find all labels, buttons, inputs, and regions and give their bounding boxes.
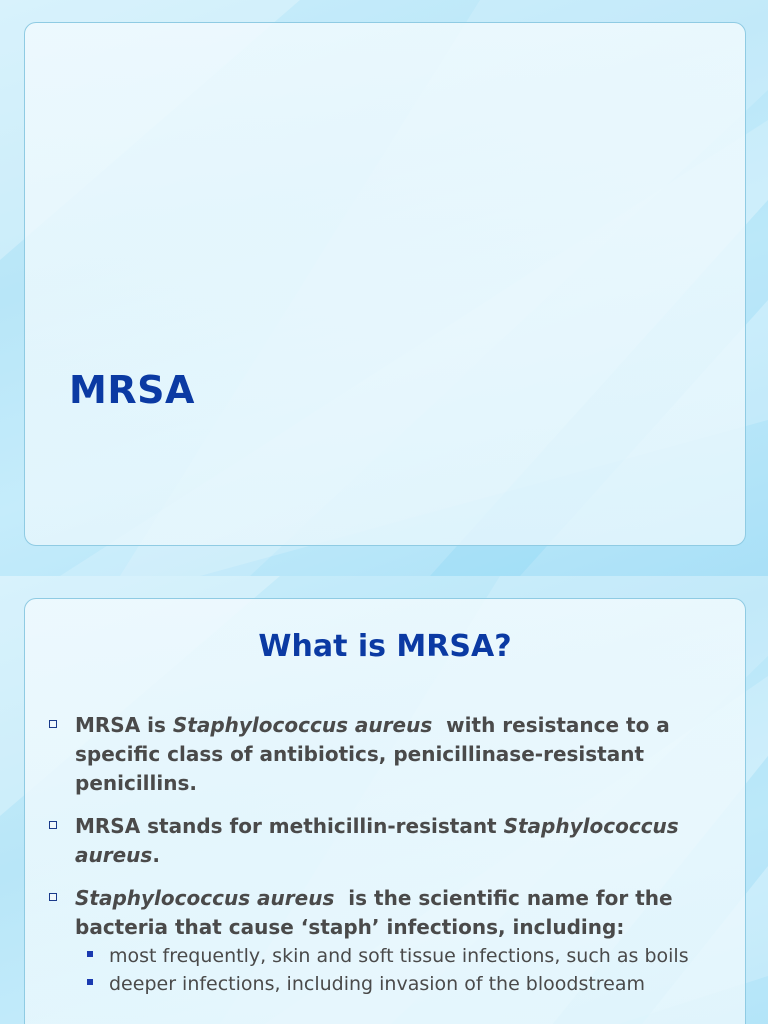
slide-title-text: MRSA <box>69 368 195 412</box>
hollow-square-bullet-icon <box>49 893 57 901</box>
filled-square-bullet-icon <box>87 951 93 957</box>
slide-heading: What is MRSA? <box>258 629 512 664</box>
bullet-item <box>49 812 729 870</box>
hollow-square-bullet-icon <box>49 821 57 829</box>
slide-content <box>0 576 768 1024</box>
bullet-text-part: MRSA stands for methicillin-resistant <box>75 814 504 838</box>
content-panel <box>24 598 746 1024</box>
bullet-text-part-italic: Staphylococcus aureus <box>75 886 335 910</box>
bullet-text-part: . <box>152 843 160 867</box>
filled-square-bullet-icon <box>87 979 93 985</box>
hollow-square-bullet-icon <box>49 720 57 728</box>
bullet-list <box>49 711 729 1012</box>
sub-bullet-text: deeper infections, including invasion of the bloodstream <box>109 973 646 995</box>
bullet-text-part: is the scientific name for the bacteria that cause ‘staph’ infections, including: <box>75 886 680 939</box>
sub-bullet-item <box>75 942 729 970</box>
title-panel <box>24 22 746 546</box>
sub-bullet-list <box>75 942 729 998</box>
bullet-text-part: MRSA is <box>75 713 173 737</box>
sub-bullet-item <box>75 970 729 998</box>
bullet-item <box>49 884 729 998</box>
bullet-text-part-italic: Staphylococcus aureus <box>172 713 433 737</box>
bullet-text-part: with resistance to a specific class of antibiotics, penicillinase-resistant penicillins. <box>75 713 677 795</box>
bullet-item <box>49 711 729 798</box>
bullet-text-part-italic: Staphylococcus aureus <box>75 814 679 867</box>
sub-bullet-text: most frequently, skin and soft tissue infections, such as boils <box>109 945 689 967</box>
